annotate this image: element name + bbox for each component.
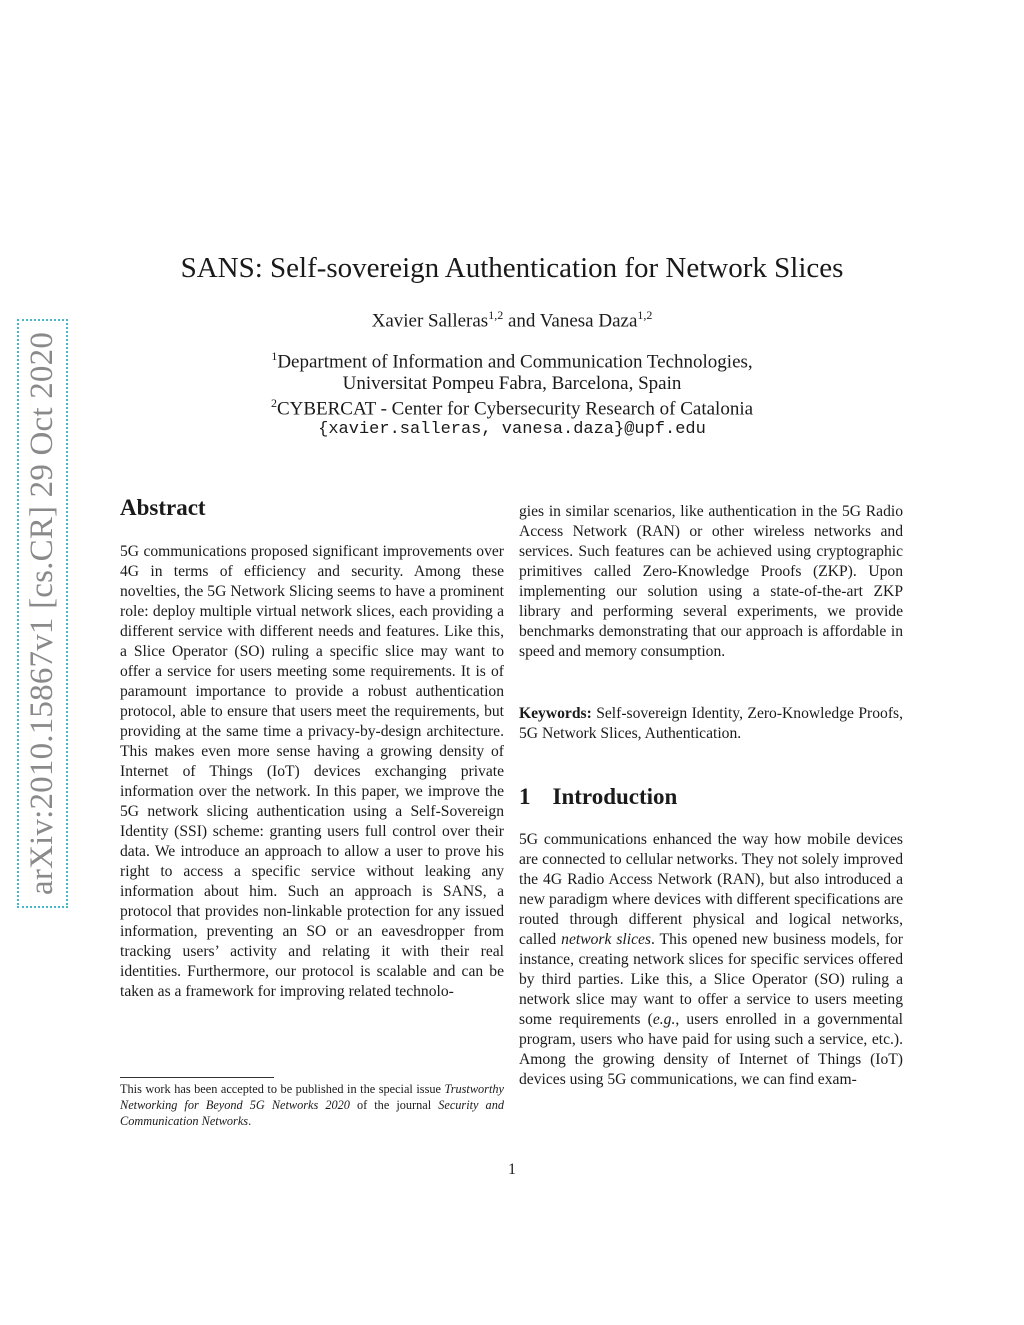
affiliation-1-text: Department of Information and Communication Technologies, xyxy=(277,351,753,373)
footnote-text-2: of the journal xyxy=(349,1098,439,1112)
abstract-body-left xyxy=(120,542,504,1062)
affiliation-1-line-2: Universitat Pompeu Fabra, Barcelona, Spain xyxy=(342,373,682,394)
introduction-heading xyxy=(519,784,677,810)
author-connector: and xyxy=(503,310,540,332)
introduction-body xyxy=(519,830,903,1130)
author-line xyxy=(0,308,1024,332)
author-2: Vanesa Daza xyxy=(539,310,638,332)
footnote xyxy=(120,1081,504,1129)
keywords-label: Keywords: xyxy=(519,705,592,722)
arxiv-identifier[interactable]: arXiv:2010.15867v1 [cs.CR] 29 Oct 2020 xyxy=(25,325,62,900)
abstract-paragraph-right: gies in similar scenarios, like authentication in the 5G Radio Access Network (RAN) or other wireless networks and services. Such features can be achieved using cryptographic primitives called Zero-Knowledge Proofs (ZKP). Upon implementing our solution using a state-of-the-art ZKP library and performing several experiments, we provide benchmarks demonstrating that our approach is affordable in speed and memory consumption. xyxy=(519,503,903,660)
footnote-rule xyxy=(120,1077,274,1078)
intro-emphasis-1: network slices xyxy=(561,931,651,948)
intro-text-1: 5G communications enhanced the way how mobile devices are connected to cellular networks. They not solely improved the 4G Radio Access Network (RAN), but also introduced a new paradigm where devices with different specifications are routed through different physical and logical networks, called xyxy=(519,831,903,948)
introduction-paragraph xyxy=(519,830,903,1090)
abstract-paragraph-left: 5G communications proposed significant improvements over 4G in terms of efficiency and security. Among these novelties, the 5G Network Slicing seems to have a prominent role: deploy multiple virtual network slices, each providing a different service with different needs and features. Like this, a Slice Operator (SO) ruling a specific slice may want to offer a service for users meeting some requirements. It is of paramount importance to provide a robust authentication protocol, able to ensure that users meet the requirements, but providing at the same time a privacy-by-design architecture. This makes even more sense having a growing density of Internet of Things (IoT) devices exchanging private information over the network. In this paper, we improve the 5G network slicing authentication using a Self-Sovereign Identity (SSI) scheme: granting users full control over their data. We introduce an approach to allow a user to prove his right to access a specific service without leaking any information about him. Such an approach is SANS, a protocol that provides non-linkable protection for any issued information, preventing an SO or an eavesdropper from tracking users’ activity and relating it with their real identities. Furthermore, our protocol is scalable and can be taken as a framework for improving related technolo- xyxy=(120,543,504,1000)
affiliation-1-mark: 1 xyxy=(271,349,278,363)
author-1-affiliation-mark: 1,2 xyxy=(488,308,504,322)
paper-title: SANS: Self-sovereign Authentication for Network Slices xyxy=(180,252,844,284)
affiliation-2-text: CYBERCAT - Center for Cybersecurity Research of Catalonia xyxy=(276,398,754,420)
author-2-affiliation-mark: 1,2 xyxy=(637,308,653,322)
keywords xyxy=(519,704,903,744)
author-1: Xavier Salleras xyxy=(371,310,489,332)
affiliation-1-line-1 xyxy=(0,349,1024,373)
intro-text-2: . This opened new business models, for instance, creating network slices for specific services offered by third parties. Like this, a Slice Operator (SO) ruling a network slice may want to offer a service to users meeting some requirements ( xyxy=(519,931,903,1028)
footnote-text-3: . xyxy=(248,1114,252,1128)
intro-emphasis-2: e.g. xyxy=(652,1011,676,1028)
section-title: Introduction xyxy=(552,784,678,809)
footnote-special-issue: Trustworthy Networking for Beyond 5G Networks 2020 xyxy=(120,1082,504,1112)
keywords-text: Self-sovereign Identity, Zero-Knowledge Proofs, 5G Network Slices, Authentication. xyxy=(519,705,903,742)
footnote-text-1: This work has been accepted to be published in the special issue xyxy=(120,1082,445,1096)
abstract-heading: Abstract xyxy=(120,495,206,520)
affiliation-2 xyxy=(0,396,1024,420)
footnote-journal: Security and Communication Networks xyxy=(120,1098,504,1128)
page-number: 1 xyxy=(508,1161,516,1178)
author-emails[interactable]: {xavier.salleras, vanesa.daza}@upf.edu xyxy=(318,420,706,439)
abstract-body-right xyxy=(519,502,903,662)
intro-text-3: , users enrolled in a governmental program, users who have paid for using such a service, etc.). Among the growing density of Internet of Things (IoT) devices using 5G communications, we can find exam- xyxy=(519,1011,903,1088)
section-number: 1 xyxy=(519,784,531,809)
affiliation-2-mark: 2 xyxy=(270,396,277,410)
